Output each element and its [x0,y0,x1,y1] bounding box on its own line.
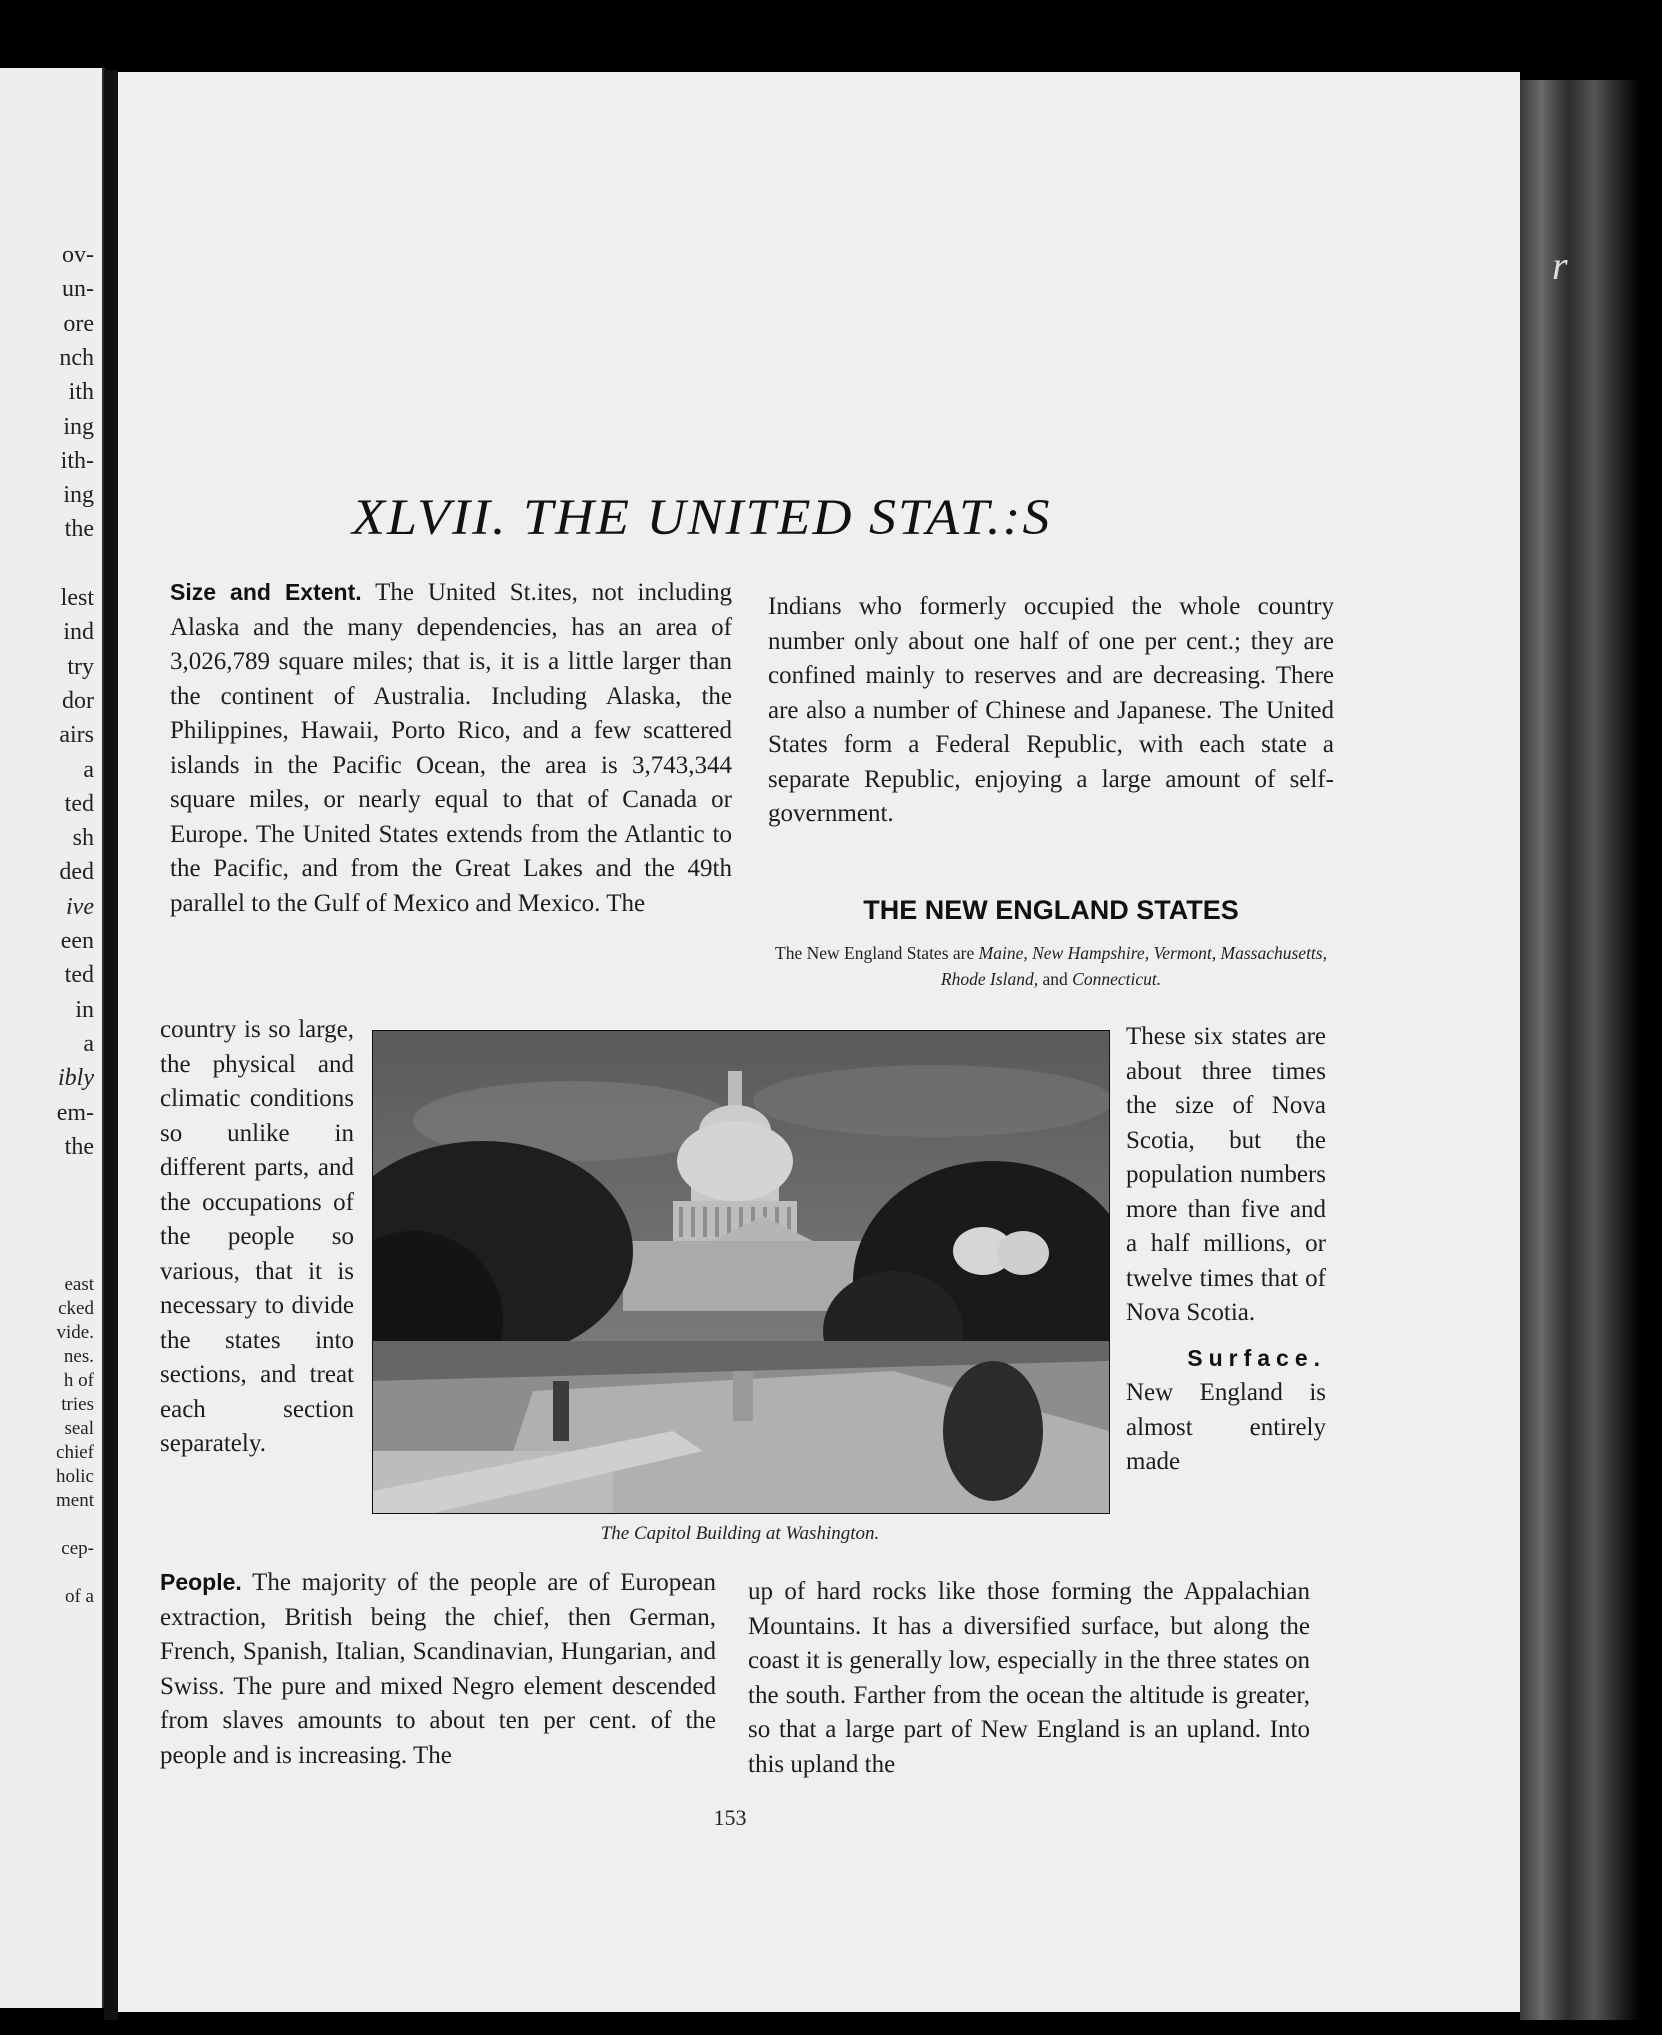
left-page-fragment: ing [63,482,94,509]
left-page-fragment: ment [56,1490,94,1511]
left-page-fragment: un- [62,276,94,303]
left-page-fragment: vide. [56,1322,94,1343]
left-page-fragment: seal [64,1418,94,1439]
book-gutter [104,70,118,2020]
left-page-fragment: ted [64,790,94,817]
left-page-fragment: cked [58,1298,94,1319]
comparison-text: These six states are about three times the size of Nova Scotia, but the population numbers more than five and a half millions, or twelve times that of Nova Scotia. [1126,1023,1326,1326]
size-extent-paragraph [170,575,732,921]
left-page-fragment: of a [64,1586,94,1607]
left-page-fragment: nch [59,344,94,371]
left-page-fragment: nes. [63,1346,94,1367]
surface-text-narrow: New England is almost entirely made [1126,1379,1326,1475]
left-page-fragment: in [75,996,94,1023]
left-page-fragment: holic [56,1466,94,1487]
sections-paragraph: country is so large, the physical and climatic conditions so unlike in different parts, and the occupations of the people so various, that it is necessary to divide the states into sections, and treat each section separately. [160,1016,354,1457]
left-page-fragment: ing [63,413,94,440]
capitol-illustration [373,1031,1109,1513]
left-page-fragment: ibly [58,1065,94,1092]
people-paragraph [160,1565,716,1773]
left-page-fragment: een [60,928,94,954]
left-page-fragment: ith- [60,447,94,474]
left-page-fragment: dor [62,687,94,714]
left-page-fragment: east [64,1274,94,1295]
left-page-fragment: h of [63,1370,94,1391]
size-extent-heading: Size and Extent. [170,579,362,605]
photo-caption: The Capitol Building at Washington. [600,1523,880,1544]
nova-scotia-comparison [1126,1020,1326,1480]
left-page-fragment: a [83,1030,94,1057]
people-heading: People. [160,1569,242,1595]
intro-prefix: The New England States are [775,943,975,963]
left-page-fragment: chief [56,1442,94,1463]
indians-paragraph: Indians who formerly occupied the whole country number only about one half of one per cent.; they are confined mainly to reserves and are decreasing. There are also a number of Chinese and Japanese. The United States form a Federal Republic, with each state a separate Republic, enjoying a large amount of self-government. [768,593,1334,827]
spine-mark: r [1552,243,1568,288]
new-england-heading: THE NEW ENGLAND STATES [863,895,1239,925]
left-page-fragment: em- [56,1099,94,1126]
chapter-title: XLVII. THE UNITED STAT.:S [352,488,1052,546]
surface-heading: Surface. [1187,1344,1326,1371]
left-page-fragment: lest [60,585,94,611]
left-page-fragment: the [64,516,94,543]
people-text: The majority of the people are of European extraction, British being the chief, then German, French, Spanish, Italian, Scandinavian, Hungarian, and Swiss. The pure and mixed Negro element descended from slaves amounts to about ten per cent. of the people and is increasing. The [160,1569,716,1769]
page-number: 153 [713,1805,747,1830]
left-page-fragment: ted [64,962,94,989]
left-page-fragment: ith [68,379,94,406]
left-page-fragment: a [83,756,94,783]
size-extent-text: The United St.ites, not including Alaska and the many dependencies, has an area of 3,026,789 square miles; that is, it is a little larger than the continent of Australia. Including Alaska, the Philippines, Hawaii, Porto Rico, and a few scattered islands in the Pacific Ocean, the area is 3,743,344 square miles, or nearly equal to that of Canada or Europe. The United States extends from the Atlantic to the Pacific, and from the Great Lakes and the 49th parallel to the Gulf of Mexico and Mexico. The [170,579,732,917]
capitol-photo [372,1030,1110,1514]
book-spine [1520,80,1640,2020]
intro-states-1: Maine, New Hampshire, Vermont, Massachusetts, Rhode Island, [940,943,1327,989]
left-facing-page [0,68,105,2008]
left-page-fragment: try [67,653,94,680]
left-page-fragment: ive [66,893,94,920]
left-page-fragment: sh [72,825,94,852]
left-page-fragment: ore [63,310,94,337]
left-page-fragment: airs [59,722,94,749]
left-page-fragment: ov- [62,242,94,268]
left-page-fragment: cep- [61,1538,94,1559]
intro-states-2: Connecticut. [1072,969,1162,989]
left-page-fragment: the [64,1133,94,1160]
surface-paragraph: up of hard rocks like those forming the Appalachian Mountains. It has a diversified surface, but along the coast it is generally low, especially in the three states on the south. Farther from the ocean the altitude is greater, so that a large part of New England is an upland. Into this upland the [748,1578,1310,1778]
left-page-fragment: ded [59,859,94,886]
new-england-intro [768,940,1334,992]
left-page-fragment: ind [63,619,94,646]
left-page-fragment: tries [61,1394,94,1415]
intro-and: and [1042,969,1068,989]
